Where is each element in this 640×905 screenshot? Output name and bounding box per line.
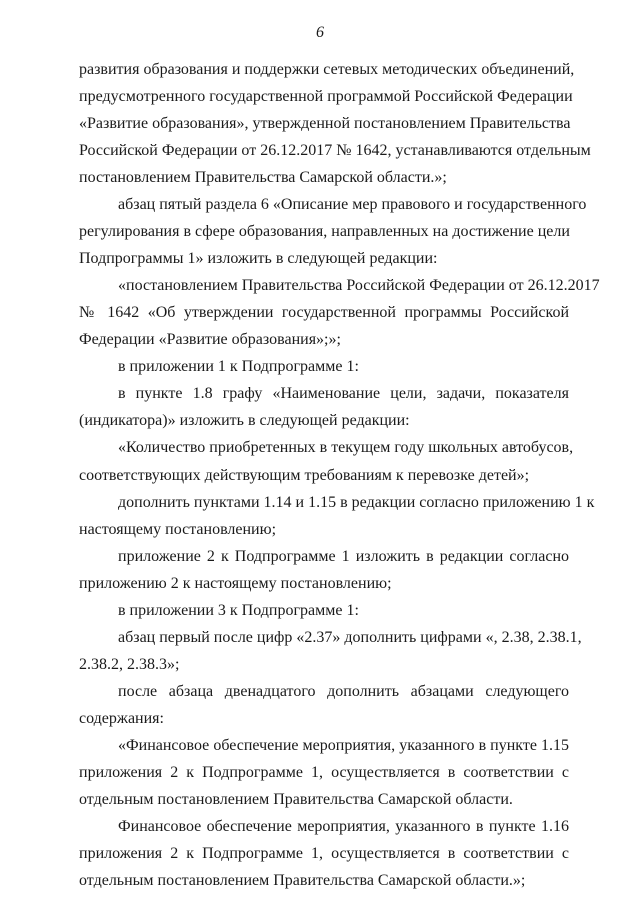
text-line: № 1642 «Об утверждении государственной программы Российской (79, 304, 569, 321)
text-line: «постановлением Правительства Российской Федерации от 26.12.2017 (118, 277, 600, 294)
text-line: Подпрограммы 1» изложить в следующей редакции: (79, 250, 438, 267)
text-line: приложения 2 к Подпрограмме 1, осуществляется в соответствии с (79, 845, 569, 862)
text-line: регулирования в сфере образования, направленных на достижение цели (79, 223, 570, 240)
text-line: Федерации «Развитие образования»;»; (79, 331, 341, 348)
text-line: «Финансовое обеспечение мероприятия, указанного в пункте 1.15 (118, 737, 569, 754)
text-line: в приложении 3 к Подпрограмме 1: (118, 602, 359, 619)
text-line: дополнить пунктами 1.14 и 1.15 в редакции согласно приложению 1 к (118, 494, 595, 511)
text-line: постановлением Правительства Самарской области.»; (79, 169, 447, 186)
text-line: абзац первый после цифр «2.37» дополнить цифрами «, 2.38, 2.38.1, (118, 629, 582, 646)
text-line: предусмотренного государственной программой Российской Федерации (79, 88, 573, 105)
text-line: отдельным постановлением Правительства Самарской области. (79, 791, 513, 808)
text-line: приложения 2 к Подпрограмме 1, осуществляется в соответствии с (79, 764, 569, 781)
text-line: содержания: (79, 710, 164, 727)
text-line: соответствующих действующим требованиям к перевозке детей»; (79, 467, 530, 484)
text-line: развития образования и поддержки сетевых методических объединений, (79, 61, 575, 78)
text-line: Финансовое обеспечение мероприятия, указанного в пункте 1.16 (118, 818, 569, 835)
text-line: (индикатора)» изложить в следующей редакции: (79, 412, 410, 429)
text-line: приложению 2 к настоящему постановлению; (79, 575, 392, 592)
text-line: после абзаца двенадцатого дополнить абзацами следующего (118, 683, 569, 700)
text-line: отдельным постановлением Правительства Самарской области.»; (79, 872, 526, 889)
text-line: в пункте 1.8 графу «Наименование цели, задачи, показателя (118, 385, 569, 402)
page-number: 6 (316, 24, 324, 41)
text-line: настоящему постановлению; (79, 521, 277, 538)
text-line: абзац пятый раздела 6 «Описание мер правового и государственного (118, 196, 587, 213)
text-line: приложение 2 к Подпрограмме 1 изложить в редакции согласно (118, 548, 569, 565)
text-line: 2.38.2, 2.38.3»; (79, 656, 180, 673)
text-line: в приложении 1 к Подпрограмме 1: (118, 358, 359, 375)
text-line: Российской Федерации от 26.12.2017 № 1642, устанавливаются отдельным (79, 142, 591, 159)
text-line: «Количество приобретенных в текущем году школьных автобусов, (118, 439, 574, 456)
text-line: «Развитие образования», утвержденной постановлением Правительства (79, 115, 571, 132)
